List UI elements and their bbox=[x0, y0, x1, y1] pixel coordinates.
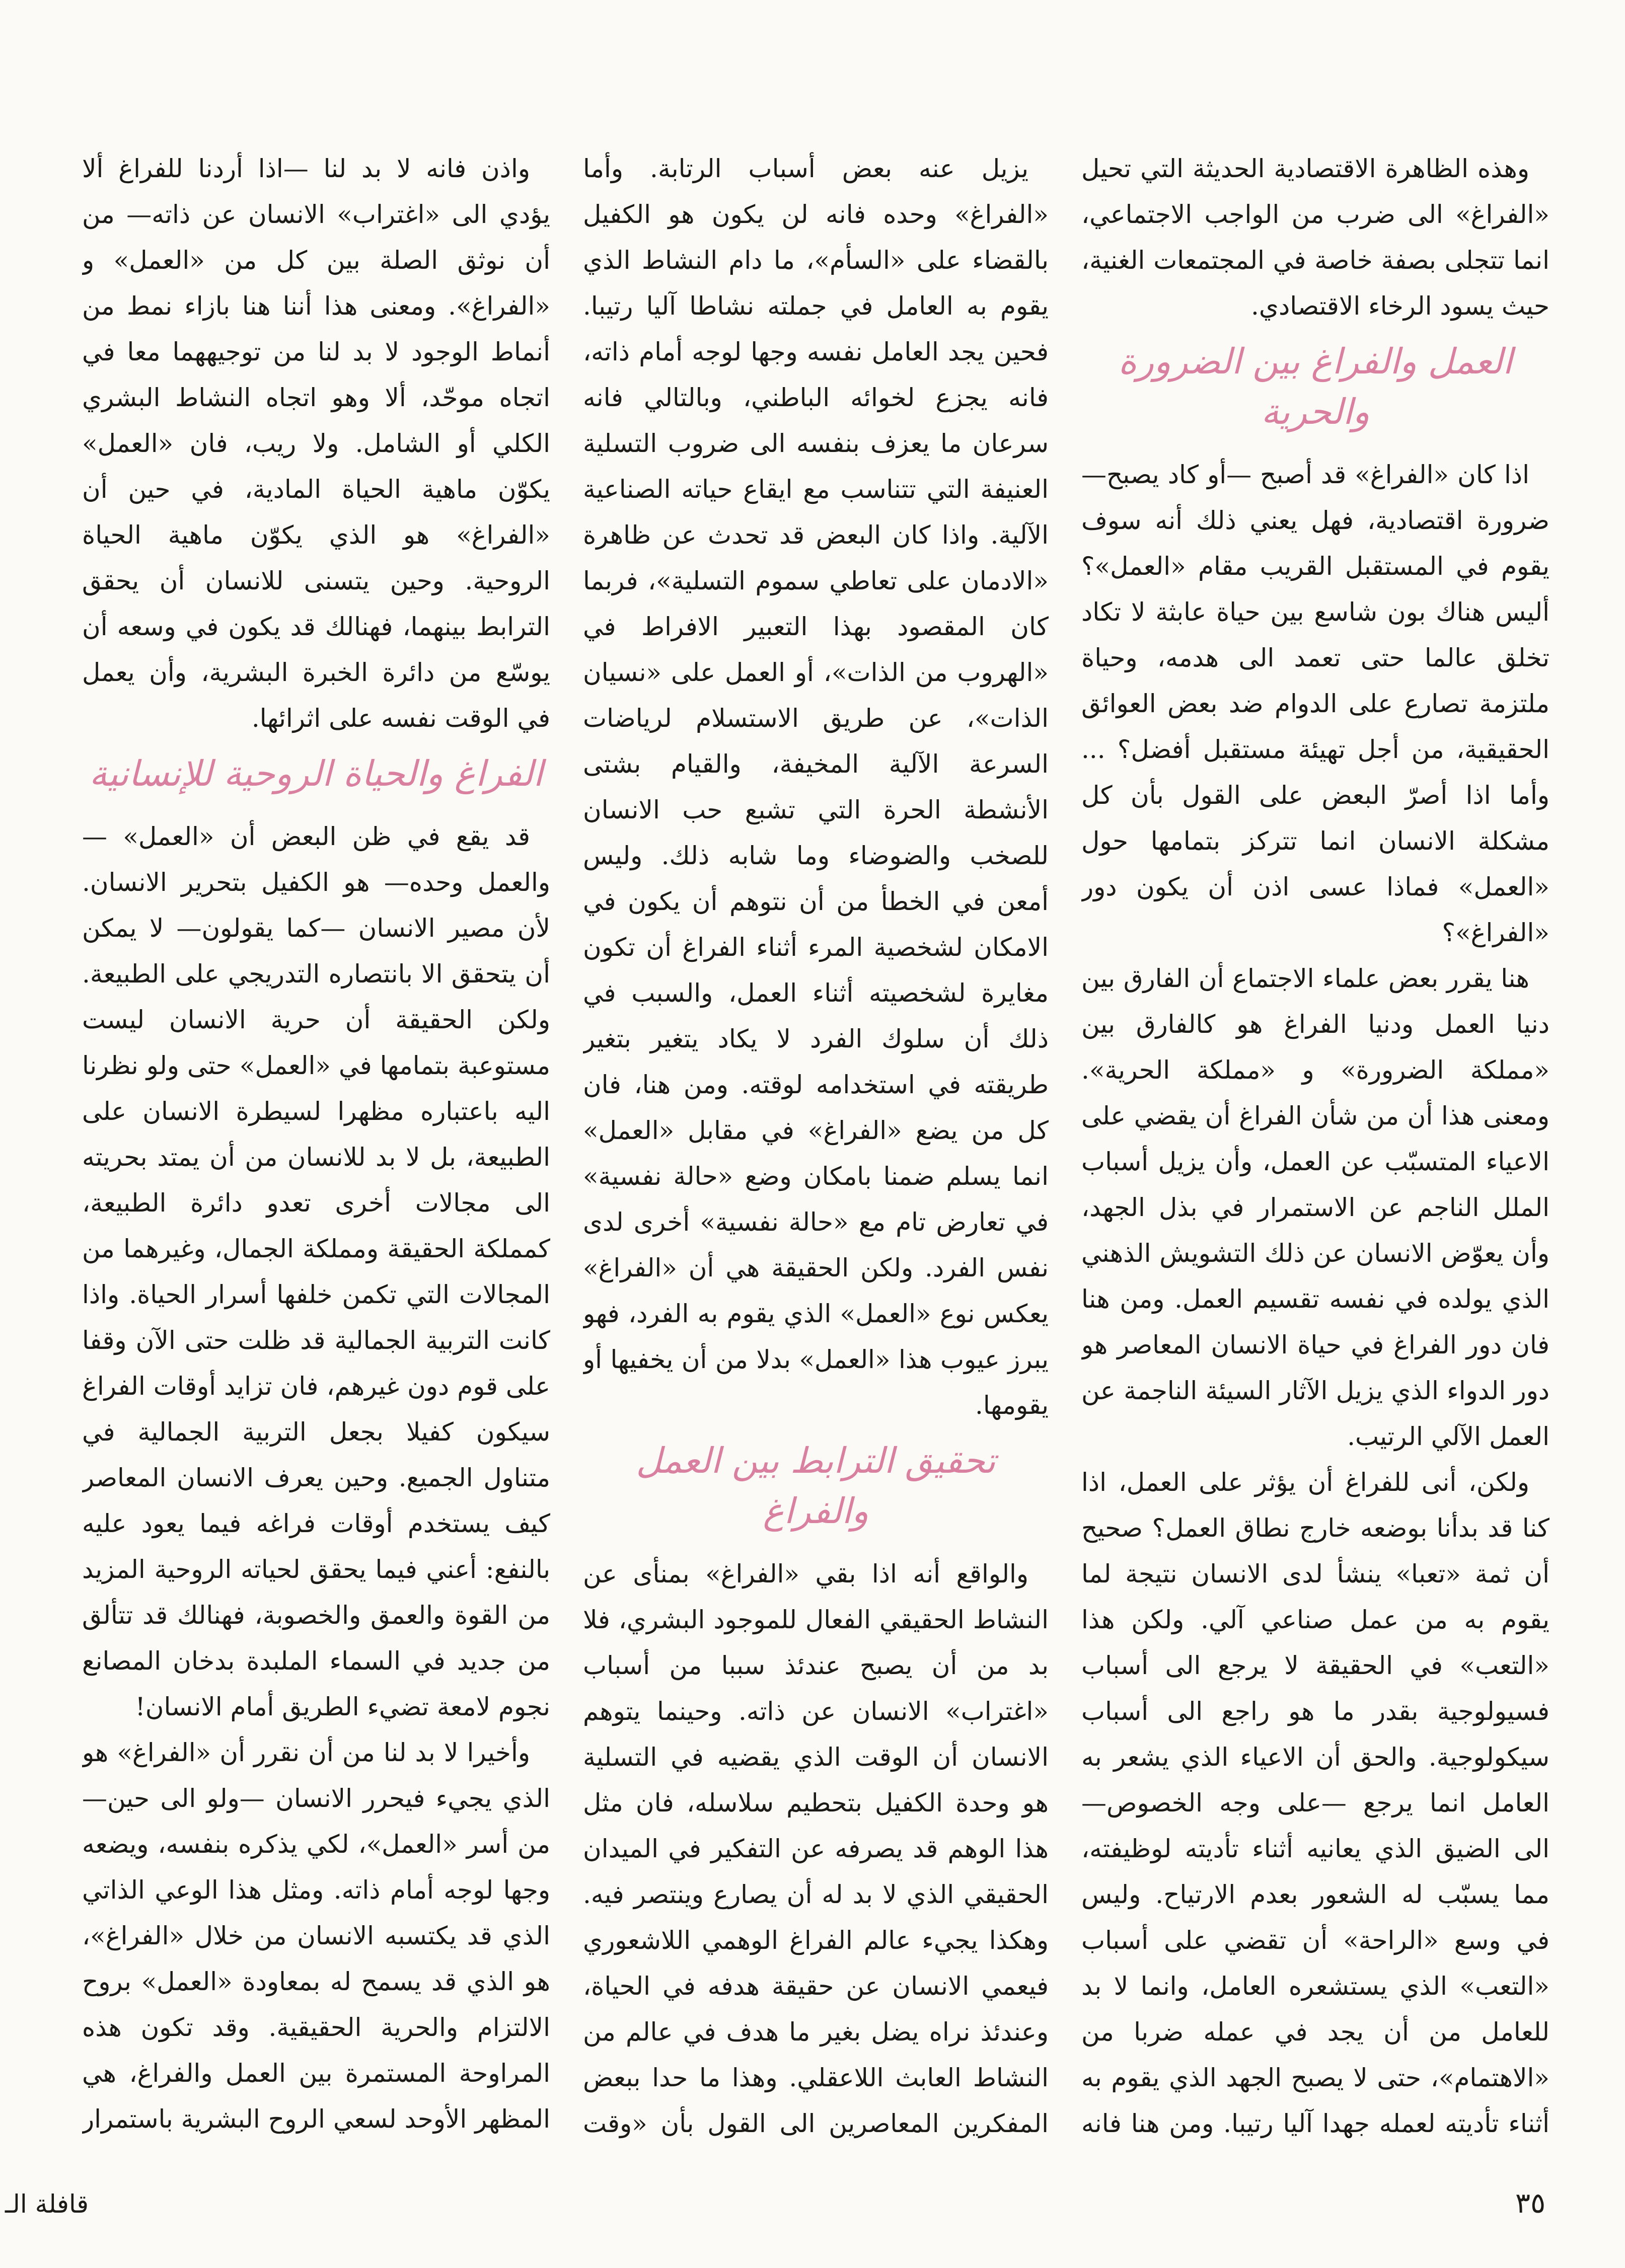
magazine-name: قافلة الـ bbox=[5, 2189, 89, 2219]
paragraph: هنا يقرر بعض علماء الاجتماع أن الفارق بين دنيا العمل ودنيا الفراغ هو كالفارق بين «مملكة الضرورة» و «مملكة الحرية». ومعنى هذا أن من شأن الفراغ أن يقضي على الاعياء المتسبّب عن العمل، وأن يزيل أسباب الملل الناجم عن الاستمرار في بذل الجهد، وأن يعوّض الانسان عن ذلك التشويش الذهني الذي يولده في نفسه تقسيم العمل. ومن هنا فان دور الفراغ في حياة الانسان المعاصر هو دور الدواء الذي يزيل الآثار السيئة الناجمة عن العمل الآلي الرتيب. bbox=[1081, 964, 1549, 1451]
paragraph: والواقع أنه اذا بقي «الفراغ» بمنأى عن النشاط الحقيقي الفعال للموجود البشري، فلا بد من أن يصبح عندئذ سببا من أسباب «اغتراب» الانسان عن ذاته. وحينما يتوهم الانسان أن الوقت الذي يقضيه في التسلية هو وحدة الكفيل بتحطيم سلاسله، فان مثل هذا الوهم قد يصرفه عن التفكير في الميدان الحقيقي الذي لا بد له أن يصارع وينتصر فيه. وهكذا يجيء عالم الفراغ الوهمي اللاشعوري فيعمي الانسان عن حقيقة هدفه في الحياة، وعندئذ نراه يضل بغير ما هدف في عالم من النشاط العابث اللاعقلي. وهذا ما حدا ببعض المفكرين المعاصرين الى القول بأن «وقت bbox=[583, 1559, 1049, 2138]
paragraph: اذا كان «الفراغ» قد أصبح —أو كاد يصبح— ضرورة اقتصادية، فهل يعني ذلك أنه سوف يقوم في المستقبل القريب مقام «العمل»؟ أليس هناك بون شاسع بين حياة عابثة لا تكاد تخلق عالما حتى تعمد الى هدمه، وحياة ملتزمة تصارع على الدوام ضد بعض العوائق الحقيقية، من أجل تهيئة مستقبل أفضل؟ ... وأما اذا أصرّ البعض على القول بأن كل مشكلة الانسان انما تتركز بتمامها حول «العمل» فماذا عسى اذن أن يكون دور «الفراغ»؟ bbox=[1081, 460, 1549, 947]
paragraph bbox=[82, 1730, 550, 2149]
section-heading: العمل والفراغ بين الضرورة والحرية bbox=[1118, 341, 1513, 432]
paragraph: يزيل عنه بعض أسباب الرتابة. وأما «الفراغ» وحده فانه لن يكون هو الكفيل بالقضاء على «السأم»، ما دام النشاط الذي يقوم به العامل في جملته نشاطا آليا رتيبا. فحين يجد العامل نفسه وجها لوجه أمام ذاته، فانه يجزع لخوائه الباطني، وبالتالي فانه سرعان ما يعزف بنفسه الى ضروب التسلية العنيفة التي تتناسب مع ايقاع حياته الصناعية الآلية. واذا كان البعض قد تحدث عن ظاهرة «الادمان على تعاطي سموم التسلية»، فربما كان المقصود بهذا التعبير الافراط في «الهروب من الذات»، أو العمل على «نسيان الذات»، عن طريق الاستسلام لرياضات السرعة الآلية المخيفة، والقيام بشتى الأنشطة الحرة التي تشبع حب الانسان للصخب والضوضاء وما شابه ذلك. وليس أمعن في الخطأ من أن نتوهم أن يكون في الامكان لشخصية المرء أثناء الفراغ أن تكون مغايرة لشخصيته أثناء العمل، والسبب في ذلك أن سلوك الفرد لا يكاد يتغير بتغير طريقته في استخدامه لوقته. ومن هنا، فان كل من يضع «الفراغ» في مقابل «العمل» انما يسلم ضمنا بامكان وضع «حالة نفسية» في تعارض تام مع «حالة نفسية» أخرى لدى نفس الفرد. ولكن الحقيقة هي أن «الفراغ» يعكس نوع «العمل» الذي يقوم به الفرد، فهو يبرز عيوب هذا «العمل» بدلا من أن يخفيها أو يقومها. bbox=[583, 154, 1049, 1420]
column-middle bbox=[583, 146, 1049, 2149]
column-right bbox=[1081, 146, 1549, 2149]
paragraph-text: وأخيرا لا بد لنا من أن نقرر أن «الفراغ» هو الذي يجيء فيحرر الانسان —ولو الى حين— من أسر «العمل»، لكي يذكره بنفسه، ويضعه وجها لوجه أمام ذاته. ومثل هذا الوعي الذاتي الذي قد يكتسبه الانسان من خلال «الفراغ»، هو الذي قد يسمح له بمعاودة «العمل» بروح الالتزام والحرية الحقيقية. وقد تكون هذه المراوحة المستمرة بين العمل والفراغ، هي المظهر الأوحد لسعي الروح البشرية باستمرار bbox=[82, 1738, 550, 2134]
section-heading: تحقيق الترابط بين العمل والفراغ bbox=[636, 1440, 996, 1532]
paragraph: قد يقع في ظن البعض أن «العمل» —والعمل وحده— هو الكفيل بتحرير الانسان. لأن مصير الانسان —كما يقولون— لا يمكن أن يتحقق الا بانتصاره التدريجي على الطبيعة. ولكن الحقيقة أن حرية الانسان ليست مستوعبة بتمامها في «العمل» حتى ولو نظرنا اليه باعتباره مظهرا لسيطرة الانسان على الطبيعة، بل لا بد للانسان من أن يمتد بحريته الى مجالات أخرى تعدو دائرة الطبيعة، كمملكة الحقيقة ومملكة الجمال، وغيرهما من المجالات التي تكمن خلفها أسرار الحياة. واذا كانت التربية الجمالية قد ظلت حتى الآن وقفا على قوم دون غيرهم، فان تزايد أوقات الفراغ سيكون كفيلا بجعل التربية الجمالية في متناول الجميع. وحين يعرف الانسان المعاصر كيف يستخدم أوقات فراغه فيما يعود عليه بالنفع: أعني فيما يحقق لحياته الروحية المزيد من القوة والعمق والخصوبة، فهنالك قد تتألق من جديد في السماء الملبدة بدخان المصانع نجوم لامعة تضيء الطريق أمام الانسان! bbox=[82, 822, 550, 1721]
page-number: ٣٥ bbox=[1515, 2187, 1546, 2220]
column-left bbox=[82, 146, 550, 2149]
paragraph: ولكن، أنى للفراغ أن يؤثر على العمل، اذا كنا قد بدأنا بوضعه خارج نطاق العمل؟ صحيح أن ثمة «تعبا» ينشأ لدى الانسان نتيجة لما يقوم به من عمل صناعي آلي. ولكن هذا «التعب» في الحقيقة لا يرجع الى أسباب فسيولوجية بقدر ما هو راجع الى أسباب سيكولوجية. والحق أن الاعياء الذي يشعر به العامل انما يرجع —على وجه الخصوص— الى الضيق الذي يعانيه أثناء تأديته لوظيفته، مما يسبّب له الشعور بعدم الارتياح. وليس في وسع «الراحة» أن تقضي على أسباب «التعب» الذي يستشعره العامل، وانما لا بد للعامل من أن يجد في عمله ضربا من «الاهتمام»، حتى لا يصبح الجهد الذي يقوم به أثناء تأديته لعمله جهدا آليا رتيبا. ومن هنا فانه bbox=[1081, 1468, 1549, 2138]
paragraph: واذن فانه لا بد لنا —اذا أردنا للفراغ ألا يؤدي الى «اغتراب» الانسان عن ذاته— من أن نوثق الصلة بين كل من «العمل» و «الفراغ». ومعنى هذا أننا هنا بازاء نمط من أنماط الوجود لا بد لنا من توجيههما معا في اتجاه موحّد، ألا وهو اتجاه النشاط البشري الكلي أو الشامل. ولا ريب، فان «العمل» يكوّن ماهية الحياة المادية، في حين أن «الفراغ» هو الذي يكوّن ماهية الحياة الروحية. وحين يتسنى للانسان أن يحقق الترابط بينهما، فهنالك قد يكون في وسعه أن يوسّع من دائرة الخبرة البشرية، وأن يعمل في الوقت نفسه على اثرائها. bbox=[82, 154, 550, 733]
section-heading: الفراغ والحياة الروحية للإنسانية bbox=[89, 753, 543, 794]
paragraph: وهذه الظاهرة الاقتصادية الحديثة التي تحيل «الفراغ» الى ضرب من الواجب الاجتماعي، انما تتجلى بصفة خاصة في المجتمعات الغنية، حيث يسود الرخاء الاقتصادي. bbox=[1081, 154, 1549, 321]
